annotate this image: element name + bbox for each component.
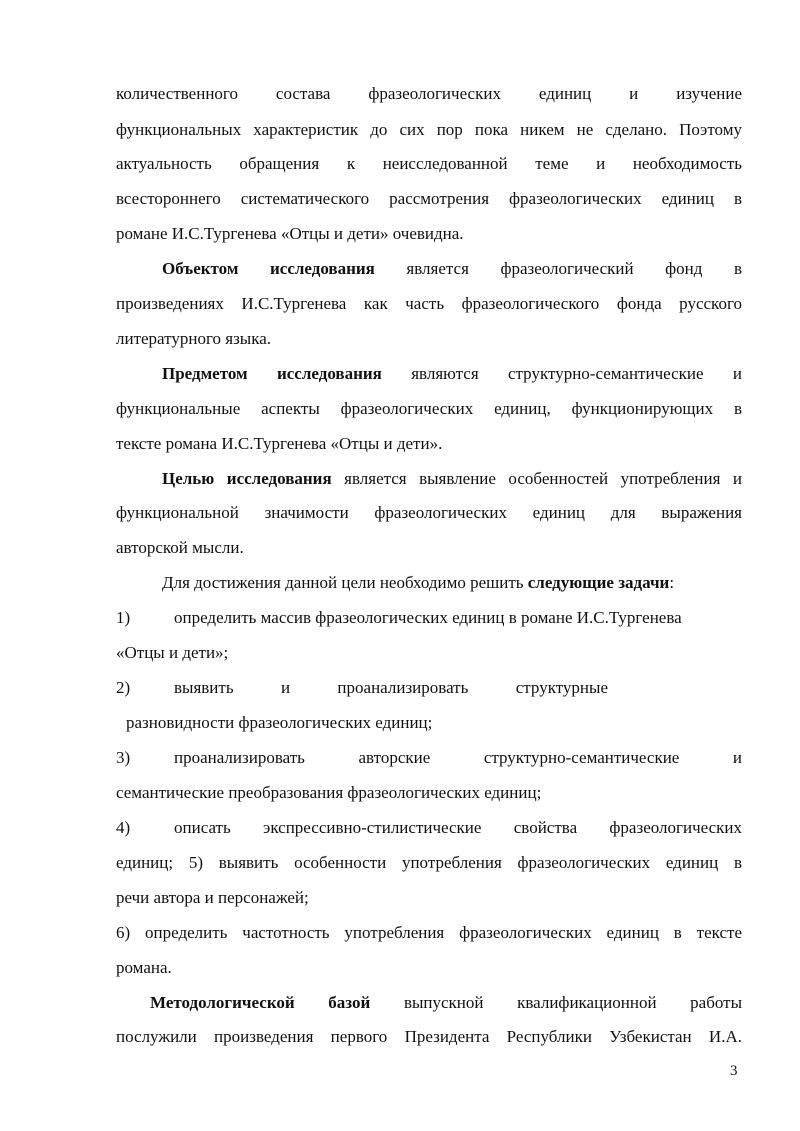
- term-object: Объектом исследования: [162, 259, 375, 278]
- paragraph-text: являются структурно-семантические и: [411, 364, 742, 383]
- list-text: описать экспрессивно-стилистические свойства фразеологических: [174, 818, 742, 837]
- paragraph-line: послужили произведения первого Президента Республики Узбекистан И.А.: [116, 1027, 742, 1046]
- paragraph-line: функциональные аспекты фразеологических единиц, функционирующих в: [116, 399, 742, 418]
- paragraph-line: [162, 259, 742, 279]
- paragraph-line: литературного языка.: [116, 329, 272, 348]
- term-tasks: следующие задачи: [527, 573, 670, 592]
- list-item: [116, 818, 742, 838]
- list-number: 3): [116, 748, 131, 767]
- paragraph-line: речи автора и персонажей;: [116, 888, 309, 907]
- paragraph-text: Для достижения данной цели необходимо решить: [162, 573, 524, 592]
- paragraph-line: [162, 364, 742, 384]
- paragraph-line: «Отцы и дети»;: [116, 643, 229, 662]
- term-subject: Предметом исследования: [162, 364, 382, 383]
- paragraph-line: единиц; 5) выявить особенности употребления фразеологических единиц в: [116, 853, 742, 872]
- paragraph-line: разновидности фразеологических единиц;: [126, 713, 433, 732]
- paragraph-line: авторской мысли.: [116, 538, 244, 557]
- paragraph-line: тексте романа И.С.Тургенева «Отцы и дети».: [116, 434, 443, 453]
- list-item: [116, 678, 742, 698]
- paragraph-line: [162, 573, 742, 593]
- paragraph-line: функциональной значимости фразеологических единиц для выражения: [116, 503, 742, 522]
- page-number: 3: [730, 1063, 738, 1079]
- paragraph-line: семантические преобразования фразеологических единиц;: [116, 783, 542, 802]
- colon: :: [669, 573, 675, 592]
- paragraph-text: является выявление особенностей употребления и: [344, 469, 742, 488]
- paragraph-line: произведениях И.С.Тургенева как часть фразеологического фонда русского: [116, 294, 742, 313]
- list-number: 4): [116, 818, 131, 837]
- list-number: 2): [116, 678, 131, 697]
- paragraph-line: функциональных характеристик до сих пор пока никем не сделано. Поэтому: [116, 120, 742, 139]
- list-item: [116, 608, 742, 628]
- list-item: [116, 748, 742, 768]
- paragraph-line: актуальность обращения к неисследованной теме и необходимость: [116, 154, 742, 173]
- list-text: проанализировать авторские структурно-семантические и: [174, 748, 742, 767]
- list-text: определить массив фразеологических единиц в романе И.С.Тургенева: [174, 608, 682, 627]
- paragraph-line: всестороннего систематического рассмотрения фразеологических единиц в: [116, 189, 742, 208]
- term-methodology: Методологической базой: [150, 993, 371, 1012]
- paragraph-line: [162, 469, 742, 489]
- list-text: выявить и проанализировать структурные: [174, 678, 608, 697]
- paragraph-line: 6) определить частотность употребления фразеологических единиц в тексте: [116, 923, 742, 942]
- list-number: 1): [116, 608, 131, 627]
- term-goal: Целью исследования: [162, 469, 332, 488]
- paragraph-line: романа.: [116, 958, 172, 977]
- paragraph-text: является фразеологический фонд в: [406, 259, 742, 278]
- paragraph-line: [150, 993, 742, 1013]
- paragraph-line: романе И.С.Тургенева «Отцы и дети» очевидна.: [116, 224, 464, 243]
- paragraph-line: количественного состава фразеологических единиц и изучение: [116, 84, 742, 103]
- paragraph-text: выпускной квалификационной работы: [403, 993, 743, 1012]
